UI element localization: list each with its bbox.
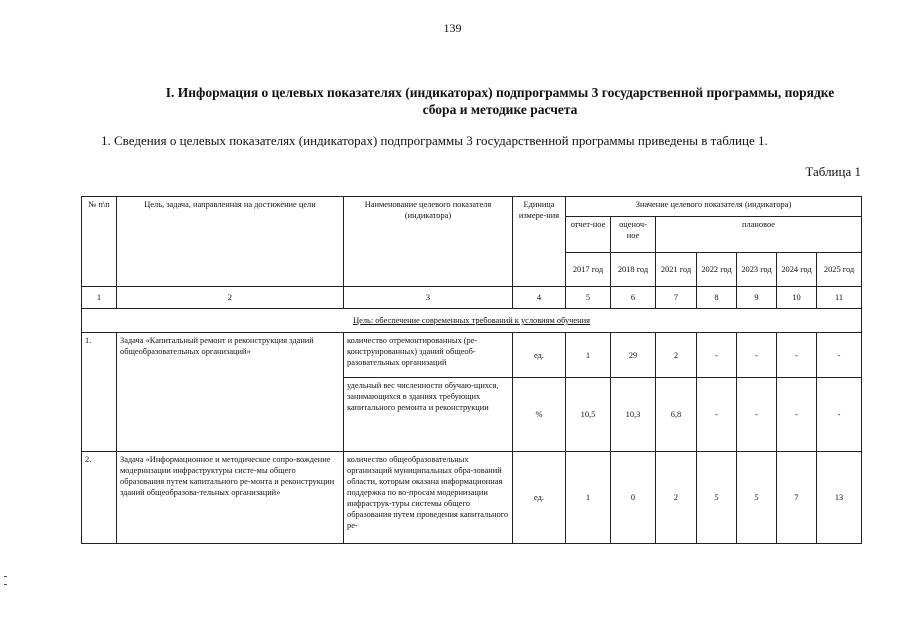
table-caption: Таблица 1 <box>805 164 861 179</box>
column-number: 1 <box>82 287 117 309</box>
indicator-value: 2 <box>656 452 697 544</box>
header-num: № п\п <box>82 197 117 287</box>
indicator-value: - <box>777 378 817 452</box>
indicator-value: 13 <box>817 452 862 544</box>
header-unit: Единица измере-ния <box>513 197 566 287</box>
margin-mark <box>4 576 7 577</box>
indicator-unit: ед. <box>513 452 566 544</box>
intro-paragraph: 1. Сведения о целевых показателях (индикаторах) подпрограммы 3 государственной программы приведены в таблице 1. <box>101 133 768 148</box>
column-number: 4 <box>513 287 566 309</box>
indicator-name: количество общеобразовательных организаций муниципальных обра-зований области, которым оказана информационная поддержка по во-просам модернизации инфраструк-туры системы общего образования путем проведения капитального ре- <box>344 452 513 544</box>
column-number: 10 <box>777 287 817 309</box>
header-year: 2022 год <box>697 253 737 287</box>
indicator-value: - <box>817 333 862 378</box>
indicator-value: 6,8 <box>656 378 697 452</box>
indicators-table <box>81 196 862 544</box>
task-text: Задача «Информационное и методическое сопро-вождение модернизации инфраструктуры систе-мы общего образования путем капитального ре-монта и реконструкции зданий общеобразова-тельных организаций» <box>117 452 344 544</box>
column-number: 5 <box>566 287 611 309</box>
header-year: 2018 год <box>611 253 656 287</box>
indicator-unit: ед. <box>513 333 566 378</box>
section-heading: I. Информация о целевых показателях (индикаторах) подпрограммы 3 государственной программы, порядке сбора и методике расчета <box>165 85 835 117</box>
margin-mark <box>4 584 7 585</box>
indicator-value: 2 <box>656 333 697 378</box>
indicator-value: 10,5 <box>566 378 611 452</box>
column-number: 9 <box>737 287 777 309</box>
header-indicator-name: Наименование целевого показателя (индикатора) <box>344 197 513 287</box>
column-number: 8 <box>697 287 737 309</box>
indicator-value: - <box>697 378 737 452</box>
page-number: 139 <box>443 21 462 35</box>
goal-row <box>82 309 862 333</box>
column-number: 6 <box>611 287 656 309</box>
indicator-value: 10,3 <box>611 378 656 452</box>
indicator-value: 5 <box>697 452 737 544</box>
indicator-value: 29 <box>611 333 656 378</box>
indicator-name: количество отремонтированных (ре-конструированных) зданий общеоб-разовательных организаций <box>344 333 513 378</box>
header-planned: плановое <box>656 217 862 253</box>
header-year: 2021 год <box>656 253 697 287</box>
row-num: 1. <box>82 333 117 452</box>
header-year: 2024 год <box>777 253 817 287</box>
indicator-value: - <box>777 333 817 378</box>
header-goal-task: Цель, задача, направленная на достижение цели <box>117 197 344 287</box>
header-year: 2017 год <box>566 253 611 287</box>
indicator-value: - <box>737 333 777 378</box>
header-year: 2023 год <box>737 253 777 287</box>
row-num: 2. <box>82 452 117 544</box>
indicator-name: удельный вес численности обучаю-щихся, занимающихся в зданиях требующих капитального ремонта и реконструкции <box>344 378 513 452</box>
header-value-group: Значение целевого показателя (индикатора) <box>566 197 862 217</box>
header-estimated: оценоч-ное <box>611 217 656 253</box>
column-number: 11 <box>817 287 862 309</box>
indicator-value: 0 <box>611 452 656 544</box>
indicator-value: - <box>817 378 862 452</box>
column-number: 7 <box>656 287 697 309</box>
indicator-value: - <box>737 378 777 452</box>
indicator-unit: % <box>513 378 566 452</box>
column-number: 2 <box>117 287 344 309</box>
header-reported: отчет-ное <box>566 217 611 253</box>
goal-text: Цель: обеспечение современных требований к условиям обучения <box>353 316 590 325</box>
header-year: 2025 год <box>817 253 862 287</box>
column-number: 3 <box>344 287 513 309</box>
indicator-value: 5 <box>737 452 777 544</box>
indicator-value: - <box>697 333 737 378</box>
indicator-value: 7 <box>777 452 817 544</box>
indicator-value: 1 <box>566 333 611 378</box>
task-text: Задача «Капитальный ремонт и реконструкция зданий общеобразовательных организаций» <box>117 333 344 452</box>
indicator-value: 1 <box>566 452 611 544</box>
